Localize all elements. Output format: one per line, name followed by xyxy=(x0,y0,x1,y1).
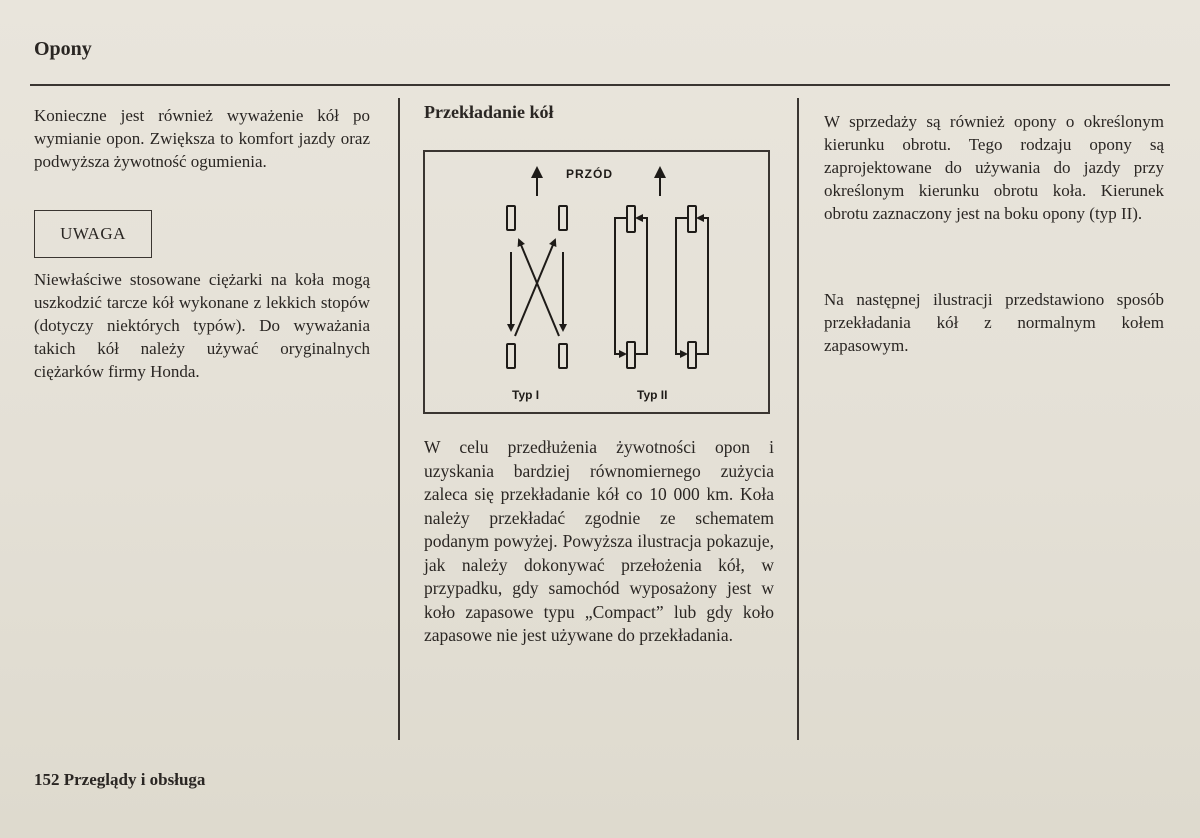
page-footer: 152 Przeglądy i obsługa xyxy=(34,770,206,789)
directional-tires-paragraph: W sprzedaży są również opony o określonym kierunku obrotu. Tego rodzaju opony są zaprojektowane do używania do jazdy przy określonym kierunku obrotu koła. Kierunek obrotu zaznaczony jest na boku opony (typ II). xyxy=(824,112,1164,223)
type-1-label: Typ I xyxy=(512,388,540,402)
next-illustration-paragraph: Na następnej ilustracji przedstawiono sposób przekładania kół z normalnym kołem zapasowym. xyxy=(824,290,1164,355)
wheel-icon xyxy=(627,206,635,232)
header-rule xyxy=(30,84,1170,86)
column-divider-right xyxy=(797,98,799,740)
wheel-icon xyxy=(507,344,515,368)
type-2-label: Typ II xyxy=(637,388,668,402)
rotation-heading: Przekładanie kół xyxy=(424,102,554,122)
column-divider-left xyxy=(398,98,400,740)
front-arrow-right-icon xyxy=(654,166,666,196)
balancing-paragraph: Konieczne jest również wyważenie kół po wymianie opon. Zwiększa to komfort jazdy oraz podwyższa żywotność ogumienia. xyxy=(34,106,370,171)
rotation-paragraph: W celu przedłużenia żywotności opon i uzyskania bardziej równomiernego zużycia zaleca się przekładanie kół co 10 000 km. Koła należy przekładać zgodnie ze schematem podanym powyżej. Powyższa ilustracja pokazuje, jak należy dokonywać przełożenia kół, w przypadku, gdy samochód wyposażony jest w koło zapasowe typu „Compact” lub gdy koło zapasowe nie jest używane do przekładania. xyxy=(424,437,774,645)
wheel-icon xyxy=(627,342,635,368)
wheel-icon xyxy=(507,206,515,230)
wheel-icon xyxy=(688,206,696,232)
rotation-schematic xyxy=(425,152,768,412)
wheel-icon xyxy=(559,344,567,368)
wheel-icon xyxy=(559,206,567,230)
tire-rotation-diagram xyxy=(423,150,770,414)
front-label: PRZÓD xyxy=(566,167,613,181)
front-arrow-left-icon xyxy=(531,166,543,196)
warning-label: UWAGA xyxy=(60,224,126,243)
warning-box xyxy=(34,210,152,258)
section-title: Opony xyxy=(34,38,92,60)
warning-paragraph: Niewłaściwe stosowane ciężarki na koła mogą uszkodzić tarcze kół wykonane z lekkich stopów (dotyczy niektórych typów). Do wyważania takich kół należy używać oryginalnych ciężarków firmy Honda. xyxy=(34,270,370,381)
wheel-icon xyxy=(688,342,696,368)
